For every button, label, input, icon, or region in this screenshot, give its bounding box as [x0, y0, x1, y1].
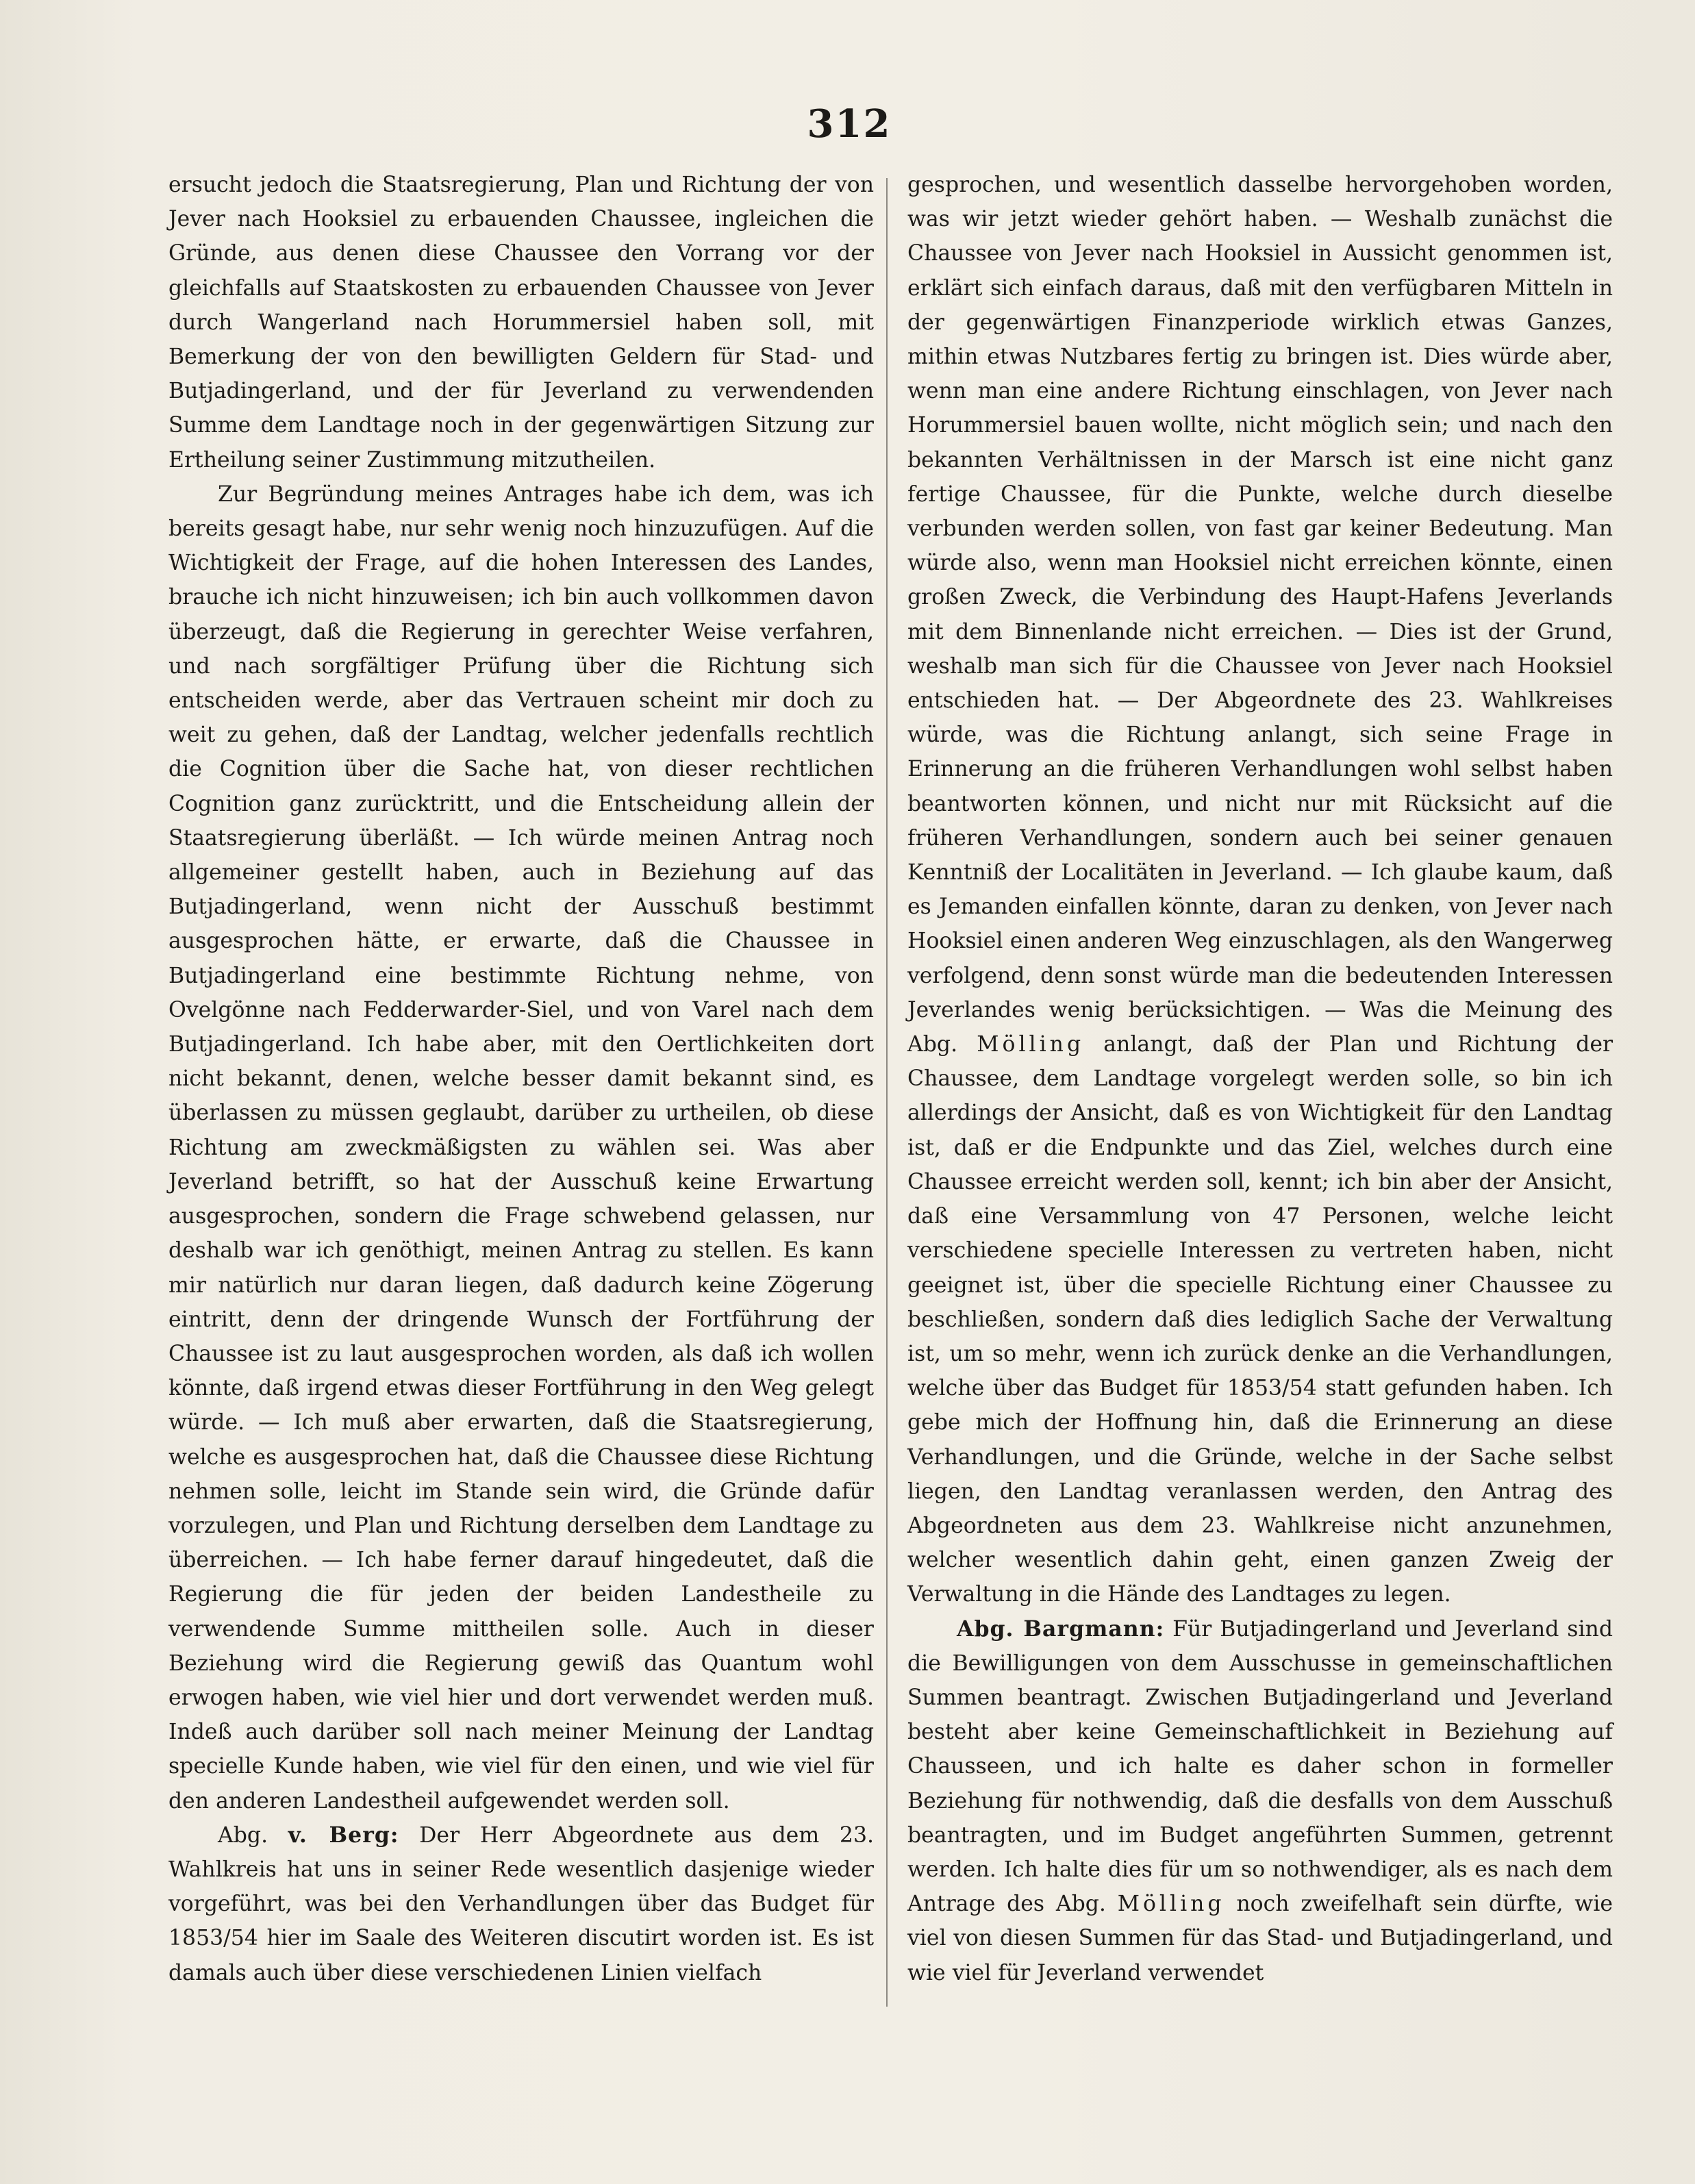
right-paragraph-1-part-b: anlangt, daß der Plan und Richtung der Chaussee, dem Landtage vorgelegt werden solle, so bin ich allerdings der Ansicht, daß es von Wichtigkeit für den Landtag ist, daß er die Endpunkte und das Ziel, welches durch eine Chaussee erreicht werden soll, kennt; ich bin aber der Ansicht, daß eine Versammlung von 47 Personen, welche leicht verschiedene specielle Interessen zu vertreten haben, nicht geeignet ist, über die specielle Richtung einer Chaussee zu beschließen, sondern daß dies lediglich Sache der Verwaltung ist, um so mehr, wenn ich zurück denke an die Verhandlungen, welche über das Budget für 1853/54 statt gefunden haben. Ich gebe mich der Hoffnung hin, daß die Erinnerung an diese Verhandlungen, und die Gründe, welche in der Sache selbst liegen, den Landtag veranlassen werden, den Antrag des Abgeordneten aus dem 23. Wahlkreise nicht anzunehmen, welcher wesentlich dahin geht, einen ganzen Zweig der Verwaltung in die Hände des Landtages zu legen. [907, 1032, 1614, 1607]
column-divider [886, 178, 888, 2007]
right-paragraph-2 [907, 1612, 1613, 1990]
right-paragraph-2-part-b: noch zweifelhaft sein dürfte, wie viel von diesen Summen für das Stad- und Butjadingerland, und wie viel für Jeverland verwendet [907, 1892, 1613, 1985]
left-paragraph-3 [168, 1818, 874, 1990]
name-moelling-2: Mölling [1117, 1892, 1225, 1917]
left-paragraph-2: Zur Begründung meines Antrages habe ich dem, was ich bereits gesagt habe, nur sehr wenig noch hinzuzufügen. Auf die Wichtigkeit der Frage, auf die hohen Interessen des Landes, brauche ich nicht hinzuweisen; ich bin auch vollkommen davon überzeugt, daß die Regierung in gerechter Weise verfahren, und nach sorgfältiger Prüfung über die Richtung sich entscheiden werde, aber das Vertrauen scheint mir doch zu weit zu gehen, daß der Landtag, welcher jedenfalls rechtlich die Cognition über die Sache hat, von dieser rechtlichen Cognition ganz zurücktritt, und die Entscheidung allein der Staatsregierung überläßt. — Ich würde meinen Antrag noch allgemeiner gestellt haben, auch in Beziehung auf das Butjadingerland, wenn nicht der Ausschuß bestimmt ausgesprochen hätte, er erwarte, daß die Chaussee in Butjadingerland eine bestimmte Richtung nehme, von Ovelgönne nach Fedderwarder-Siel, und von Varel nach dem Butjadingerland. Ich habe aber, mit den Oertlichkeiten dort nicht bekannt, denen, welche besser damit bekannt sind, es überlassen zu müssen geglaubt, darüber zu urtheilen, ob diese Richtung am zweckmäßigsten zu wählen sei. Was aber Jeverland betrifft, so hat der Ausschuß keine Erwartung ausgesprochen, sondern die Frage schwebend gelassen, nur deshalb war ich genöthigt, meinen Antrag zu stellen. Es kann mir natürlich nur daran liegen, daß dadurch keine Zögerung eintritt, denn der dringende Wunsch der Fortführung der Chaussee ist zu laut ausgesprochen worden, als daß ich wollen könnte, daß irgend etwas dieser Fortführung in den Weg gelegt würde. — Ich muß aber erwarten, daß die Staatsregierung, welche es ausgesprochen hat, daß die Chaussee diese Richtung nehmen solle, leicht im Stande sein wird, die Gründe dafür vorzulegen, und Plan und Richtung derselben dem Landtage zu überreichen. — Ich habe ferner darauf hingedeutet, daß die Regierung die für jeden der beiden Landestheile zu verwendende Summe mittheilen solle. Auch in dieser Beziehung wird die Regierung gewiß das Quantum wohl erwogen haben, wie viel hier und dort verwendet werden muß. Indeß auch darüber soll nach meiner Meinung der Landtag specielle Kunde haben, wie viel für den einen, und wie viel für den anderen Landestheil aufgewendet werden soll. [168, 481, 874, 1813]
right-paragraph-2-part-a: Für Butjadingerland und Jeverland sind die Bewilligungen von dem Ausschusse in gemeinschaftlichen Summen beantragt. Zwischen Butjadingerland und Jeverland besteht aber keine Gemeinschaftlichkeit in Beziehung auf Chausseen, und ich halte es daher schon in formeller Beziehung für nothwendig, daß die desfalls von dem Ausschuß beantragten, und im Budget angeführten Summen, getrennt werden. Ich halte dies für um so nothwendiger, als es nach dem Antrage des Abg. [907, 1616, 1613, 1917]
left-column [168, 168, 874, 1990]
speaker-abbr: Abg. [218, 1822, 268, 1848]
name-moelling: Mölling [977, 1032, 1085, 1057]
right-column [907, 168, 1613, 1990]
left-paragraph-3-text: Der Herr Abgeordnete aus dem 23. Wahlkreis hat uns in seiner Rede wesentlich dasjenige wieder vorgeführt, was bei den Verhandlungen über das Budget für 1853/54 hier im Saale des Weiteren discutirt worden ist. Es ist damals auch über diese verschiedenen Linien vielfach [168, 1822, 874, 1985]
speaker-name-v-berg: v. Berg: [288, 1822, 399, 1848]
left-paragraph-1: ersucht jedoch die Staatsregierung, Plan und Richtung der von Jever nach Hooksiel zu erbauenden Chaussee, ingleichen die Gründe, aus denen diese Chaussee den Vorrang vor der gleichfalls auf Staatskosten zu erbauenden Chaussee von Jever durch Wangerland nach Horummersiel haben soll, mit Bemerkung der von den bewilligten Geldern für Stad- und Butjadingerland, und der für Jeverland zu verwendenden Summe dem Landtage noch in der gegenwärtigen Sitzung zur Ertheilung seiner Zustimmung mitzutheilen. [168, 173, 874, 473]
right-paragraph-1-part-a: gesprochen, und wesentlich dasselbe hervorgehoben worden, was wir jetzt wieder gehört haben. — Weshalb zunächst die Chaussee von Jever nach Hooksiel in Aussicht genommen ist, erklärt sich einfach daraus, daß mit den verfügbaren Mitteln in der gegenwärtigen Finanzperiode wirklich etwas Ganzes, mithin etwas Nutzbares fertig zu bringen ist. Dies würde aber, wenn man eine andere Richtung einschlagen, von Jever nach Horummersiel bauen wollte, nicht möglich sein; und nach den bekannten Verhältnissen in der Marsch ist eine nicht ganz fertige Chaussee, für die Punkte, welche durch dieselbe verbunden werden sollen, von fast gar keiner Bedeutung. Man würde also, wenn man Hooksiel nicht erreichen könnte, einen großen Zweck, die Verbindung des Haupt-Hafens Jeverlands mit dem Binnenlande nicht erreichen. — Dies ist der Grund, weshalb man sich für die Chaussee von Jever nach Hooksiel entschieden hat. — Der Abgeordnete des 23. Wahlkreises würde, was die Richtung anlangt, sich seine Frage in Erinnerung an die früheren Verhandlungen wohl selbst haben beantworten können, und nicht nur mit Rücksicht auf die früheren Verhandlungen, sondern auch bei seiner genauen Kenntniß der Localitäten in Jeverland. — Ich glaube kaum, daß es Jemanden einfallen könnte, daran zu denken, von Jever nach Hooksiel einen anderen Weg einzuschlagen, als den Wangerweg verfolgend, denn sonst würde man die bedeutenden Interessen Jeverlandes wenig berücksichtigen. — Was die Meinung des Abg. [907, 173, 1613, 1057]
right-paragraph-1 [907, 168, 1613, 1612]
speaker-name-bargmann: Abg. Bargmann: [957, 1616, 1165, 1642]
page-number: 312 [807, 101, 892, 147]
